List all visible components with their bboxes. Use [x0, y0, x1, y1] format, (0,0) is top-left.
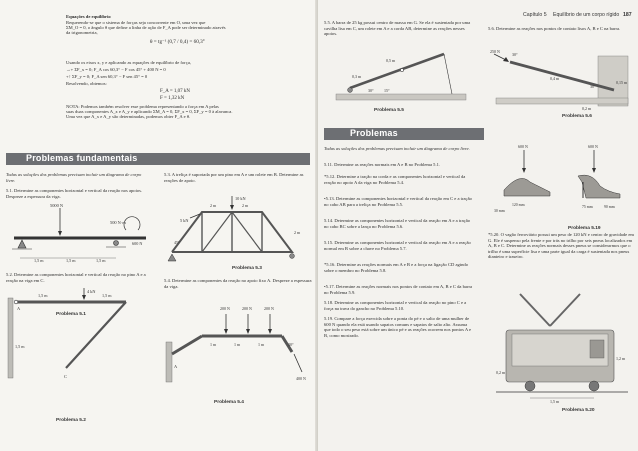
fig54-d1-label: 1 m [210, 342, 217, 347]
caption-problem-5-4: Problema 5.4 [214, 400, 244, 405]
fig51-span1-label: 1,5 m [34, 258, 44, 263]
figure-problem-5-5 [332, 44, 472, 106]
fig52-pin-label: A [17, 306, 21, 311]
fig54-support-label: A [174, 364, 178, 369]
caption-problem-5-19: Problema 5.19 [568, 226, 601, 231]
fig52-span2-label: 1,5 m [102, 293, 112, 298]
equilibrium-equations-heading: Equações de equilíbrio [66, 14, 111, 19]
section-band-problems [324, 128, 484, 140]
fig56-a1-label: 30° [512, 52, 518, 57]
problem-5-11-text: 5.11. Determine as reações normais em A e B no Problema 5.1. [324, 162, 441, 167]
fig51-force-label: 600 N [132, 241, 143, 246]
section-title-problems: Problemas [350, 128, 398, 138]
problem-5-6-text: 5.6. Determine as reações nos pontos de contato lisos A, B e C na barra. [488, 26, 621, 31]
section-title-fundamentals: Problemas fundamentais [26, 153, 138, 163]
fig56-d1-label: 0,4 m [550, 76, 560, 81]
fig53-span1-label: 2 m [210, 203, 217, 208]
left-page [0, 0, 318, 451]
fig56-d3-label: 0,2 m [582, 106, 592, 111]
problem-5-19-text: 5.19. Compare a força exercida sobre a ponta do pé e o salto de uma mulher de 600 N quando ela está usando sapatos comuns e sapatos de salto alto. Assuma que todo o seu peso está sobre um único pé e as reações ocorrem nos pontos A e B, como mostrado. [324, 316, 472, 338]
nota-line-3: Uma vez que A_x e A_y são determinadas, podemos obter F_A e θ. [66, 114, 191, 119]
fig51-moment-label: 500 N·m [110, 220, 126, 225]
problem-f5-4-text: 5.4. Determine as componentes da reação no apoio fixo A. Despreze a espessura da viga. [164, 278, 312, 289]
caption-problem-5-20: Problema 5.20 [562, 408, 595, 413]
caption-problem-5-6: Problema 5.6 [562, 114, 592, 119]
nota-line-1: NOTA: Podemos também resolver esse problema representando a força em A pelas [66, 104, 219, 109]
equation-x: →+ ΣF_x = 0; F_A cos 60,3° − F cos 45° + 400 N = 0 [66, 67, 166, 72]
problem-5-15-text: 5.15. Determine as componentes horizontal e vertical da reação em A e a reação normal em B sobre a chave no Problema 5.7. [324, 240, 471, 251]
result-f: F = 1,32 kN [160, 96, 185, 101]
fig520-d2-label: 0,2 m [496, 370, 506, 375]
fig54-load3-label: 200 N [264, 306, 274, 311]
fig54-force-label: 400 N [296, 376, 306, 381]
header-title: Equilíbrio de um corpo rígido [553, 12, 620, 18]
fig51-span3-label: 1,5 m [96, 258, 106, 263]
problem-5-12-text: *5.12. Determine a tração na corda e as componentes horizontal e vertical da reação no apoio A da viga no Problema 5.4. [324, 174, 466, 185]
intro-line-3: da trigonometria, [66, 30, 98, 35]
figure-problem-5-20 [490, 290, 634, 406]
problem-5-16-text: *5.16. Determine as reações normais em A e B e a força na ligação CD agindo sobre o membro no Problema 5.8. [324, 262, 469, 273]
fig53-span2-label: 2 m [242, 203, 249, 208]
fig56-d2-label: 0,15 m [616, 80, 628, 85]
problem-5-18-text: 5.18. Determine as componentes horizontal e vertical da reação no pino C e a força na trava do gancho no Problema 5.10. [324, 300, 467, 311]
intro-line-1: Requerendo-se que o sistema de forças seja concorrente em O, uma vez que [66, 20, 206, 25]
intro-line-2: ΣM_O = 0, o ângulo θ que define a linha de ação de F_A pode ser determinado através [66, 25, 226, 30]
problem-f5-2-text: 5.2. Determine as componentes horizontal e vertical da reação no pino A e a reação na viga em C. [6, 272, 146, 283]
fig519-d2-label: 30 mm [494, 209, 505, 213]
figure-problem-5-6 [490, 44, 634, 112]
problem-f5-3-text: 5.3. A treliça é suportada por um pino em A e um rolete em B. Determine as reações de apoio. [164, 172, 304, 183]
figure-problem-5-2 [6, 288, 154, 388]
fig54-d3-label: 1 m [258, 342, 265, 347]
fig519-w1-label: 600 N [518, 144, 528, 149]
caption-problem-5-2: Problema 5.2 [56, 418, 86, 423]
fig55-a2-label: 15° [384, 88, 390, 93]
solving-text: Resolvendo, obtemos: [66, 81, 107, 86]
using-axes-text: Usando os eixos x, y e aplicando as equações de equilíbrio de força, [66, 60, 192, 65]
fig56-force-label: 250 N [490, 49, 500, 54]
figure-problem-5-3 [162, 192, 312, 264]
problem-5-14-text: 5.14. Determine as componentes horizontal e vertical da reação em A e a tração no cabo BC sobre a lança no Problema 5.6. [324, 218, 471, 229]
fig53-load2-label: 5 kN [180, 218, 189, 223]
header-chapter: Capítulo 5 [523, 12, 547, 18]
fig52-span1-label: 1,5 m [38, 293, 48, 298]
problem-5-20-text: *5.20. O vagão ferroviário possui um peso de 120 kN e centro de gravidade em G. Ele é suspenso pela frente e por trás no trilho por seis pneus localizados em A, B e C. Determine as reações normais desses pneus se considerarmos que o trilho é uma superfície lisa e uma parte igual da carga é sustentada nos pneus dianteiro e traseiro. [488, 232, 634, 260]
fig519-w2-label: 600 N [588, 144, 598, 149]
fig53-load1-label: 10 kN [235, 196, 246, 201]
caption-problem-5-1: Problema 5.1 [56, 312, 86, 317]
caption-problem-5-5: Problema 5.5 [374, 108, 404, 113]
header-page-number: 187 [623, 12, 632, 18]
fig54-load2-label: 200 N [242, 306, 252, 311]
equation-y: +↑ ΣF_y = 0; F_A sen 60,3° − F sen 45° = 0 [66, 74, 148, 79]
fig519-d1-label: 120 mm [512, 203, 525, 207]
fig55-d2-label: 0,3 m [352, 74, 362, 79]
result-fa: F_A = 1,07 kN [160, 89, 191, 94]
fig55-d1-label: 0,5 m [386, 58, 396, 63]
right-page [318, 0, 638, 451]
figure-problem-5-1 [6, 200, 154, 270]
fig53-height-label: 2 m [294, 230, 301, 235]
fig52-load-label: 4 kN [87, 289, 96, 294]
fig520-d3-label: 1,2 m [616, 356, 626, 361]
fig52-support-label: C [64, 374, 67, 379]
problem-5-5-text: 5.5. A barra de 25 kg possui centro de massa em G. Se ela é sustentada por uma cavilha lisa em C, um rolete em A e a corda AB, determine as reações nesses apoios. [324, 20, 471, 37]
theta-equation: θ = tg⁻¹ (0,7 / 0,4) = 60,3° [150, 39, 205, 45]
nota-line-2: suas duas componentes A_x e A_y e aplicando ΣM_A = 0, ΣF_x = 0, ΣF_y = 0 à alavanca. [66, 109, 233, 114]
fig51-span2-label: 1,5 m [66, 258, 76, 263]
free-body-note-right: Todas as soluções dos problemas precisam incluir um diagrama de corpo livre. [324, 146, 470, 151]
figure-problem-5-19 [490, 142, 634, 222]
fig51-force-top-label: 5000 N [50, 203, 64, 208]
problem-f5-1-text: 5.1. Determine as componentes horizontal e vertical da reação nos apoios. Despreze a espessura da viga. [6, 188, 143, 199]
fig54-angle-label: 30° [288, 342, 294, 347]
fig53-angle-label: 45° [174, 240, 180, 245]
fig52-height-label: 1,5 m [15, 344, 25, 349]
problem-5-13-text: •5.13. Determine as componentes horizontal e vertical da reação em C e a tração no cabo AB para a treliça no Problema 5.5. [324, 196, 472, 207]
fig519-d4-label: 90 mm [604, 205, 615, 209]
fig54-d2-label: 1 m [234, 342, 241, 347]
fig55-a1-label: 30° [368, 88, 374, 93]
fig54-load1-label: 200 N [220, 306, 230, 311]
free-body-note: Todas as soluções dos problemas precisam incluir um diagrama de corpo livre. [6, 172, 142, 183]
figure-problem-5-4 [162, 296, 312, 388]
fig56-a2-label: 30° [590, 84, 596, 89]
fig519-d3-label: 75 mm [582, 205, 593, 209]
problem-5-17-text: •5.17. Determine as reações normais nos pontos de contato em A, B e C da barra no Problema 5.9. [324, 284, 473, 295]
caption-problem-5-3: Problema 5.3 [232, 266, 262, 271]
fig520-d1-label: 1,5 m [550, 399, 560, 404]
